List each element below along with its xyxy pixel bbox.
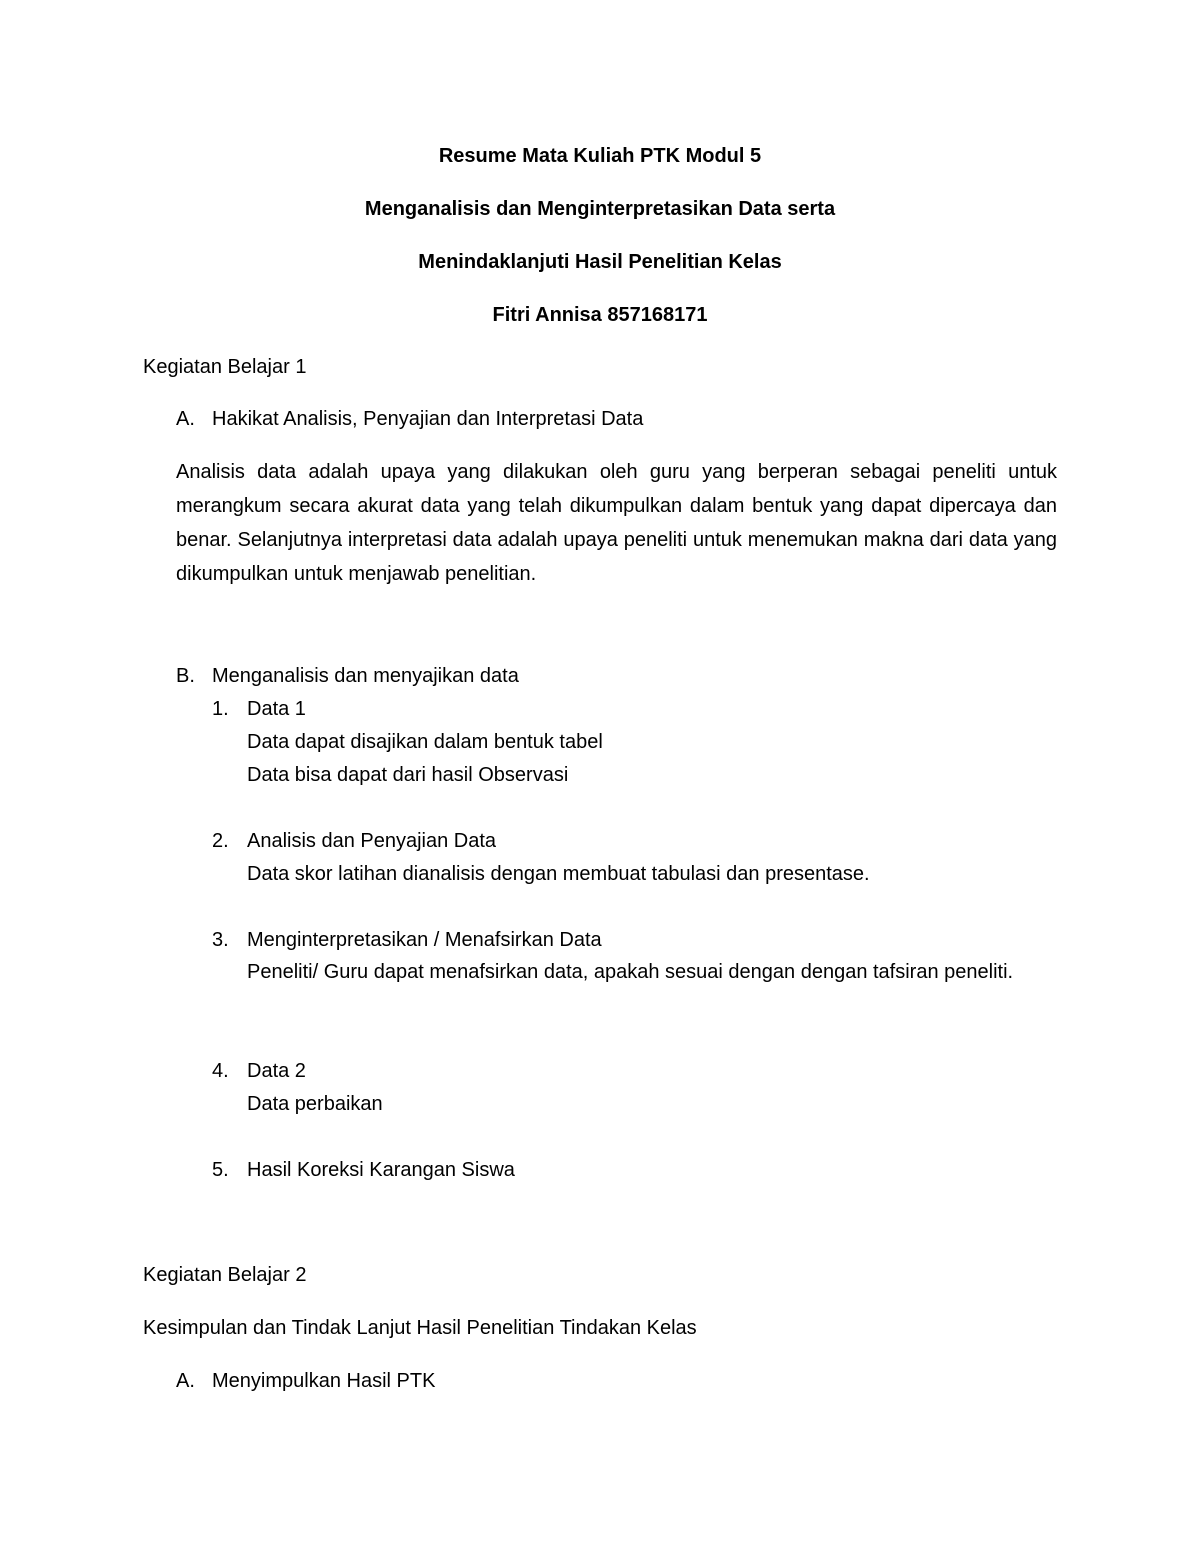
list-item-number: 2. xyxy=(212,830,229,852)
list-item-title: Data 2 xyxy=(247,1060,306,1082)
list-item-number: 3. xyxy=(212,929,229,951)
document-subtitle-line-2: Menindaklanjuti Hasil Penelitian Kelas xyxy=(418,251,782,273)
kb1-section-b-marker: B. xyxy=(176,665,195,687)
list-item-title: Analisis dan Penyajian Data xyxy=(247,830,497,852)
kb2-heading: Kegiatan Belajar 2 xyxy=(143,1264,307,1286)
author-line: Fitri Annisa 857168171 xyxy=(492,304,708,326)
list-item-text: Peneliti/ Guru dapat menafsirkan data, apakah sesuai dengan dengan tafsiran peneliti. xyxy=(247,961,1014,983)
kb1-section-a-title: Hakikat Analisis, Penyajian dan Interpretasi Data xyxy=(212,408,644,430)
list-item-text: Data bisa dapat dari hasil Observasi xyxy=(247,764,569,786)
list-item-number: 5. xyxy=(212,1159,229,1181)
kb2-subheading: Kesimpulan dan Tindak Lanjut Hasil Penelitian Tindakan Kelas xyxy=(143,1317,697,1339)
list-item-text: Data skor latihan dianalisis dengan membuat tabulasi dan presentase. xyxy=(247,863,870,885)
list-item-text: Data dapat disajikan dalam bentuk tabel xyxy=(247,731,603,753)
kb2-section-a-title: Menyimpulkan Hasil PTK xyxy=(212,1370,436,1392)
kb1-section-a-paragraph: Analisis data adalah upaya yang dilakukan oleh guru yang berperan sebagai peneliti untuk merangkum secara akurat data yang telah dikumpulkan dalam bentuk yang dapat dipercaya dan benar. Selanjutnya interpretasi data adalah upaya peneliti untuk menemukan makna dari data yang dikumpulkan untuk menjawab penelitian. xyxy=(176,461,1057,585)
kb1-section-b-title: Menganalisis dan menyajikan data xyxy=(212,665,519,687)
list-item-title: Data 1 xyxy=(247,698,306,720)
kb1-section-a-marker: A. xyxy=(176,408,195,430)
kb2-section-a-marker: A. xyxy=(176,1370,195,1392)
kb1-heading: Kegiatan Belajar 1 xyxy=(143,356,307,378)
document-subtitle-line-1: Menganalisis dan Menginterpretasikan Data serta xyxy=(364,198,836,220)
list-item-number: 4. xyxy=(212,1060,229,1082)
list-item-title: Hasil Koreksi Karangan Siswa xyxy=(247,1159,515,1181)
document-title: Resume Mata Kuliah PTK Modul 5 xyxy=(438,145,762,167)
list-item-text: Data perbaikan xyxy=(247,1093,383,1115)
list-item-number: 1. xyxy=(212,698,229,720)
list-item-title: Menginterpretasikan / Menafsirkan Data xyxy=(247,929,602,951)
